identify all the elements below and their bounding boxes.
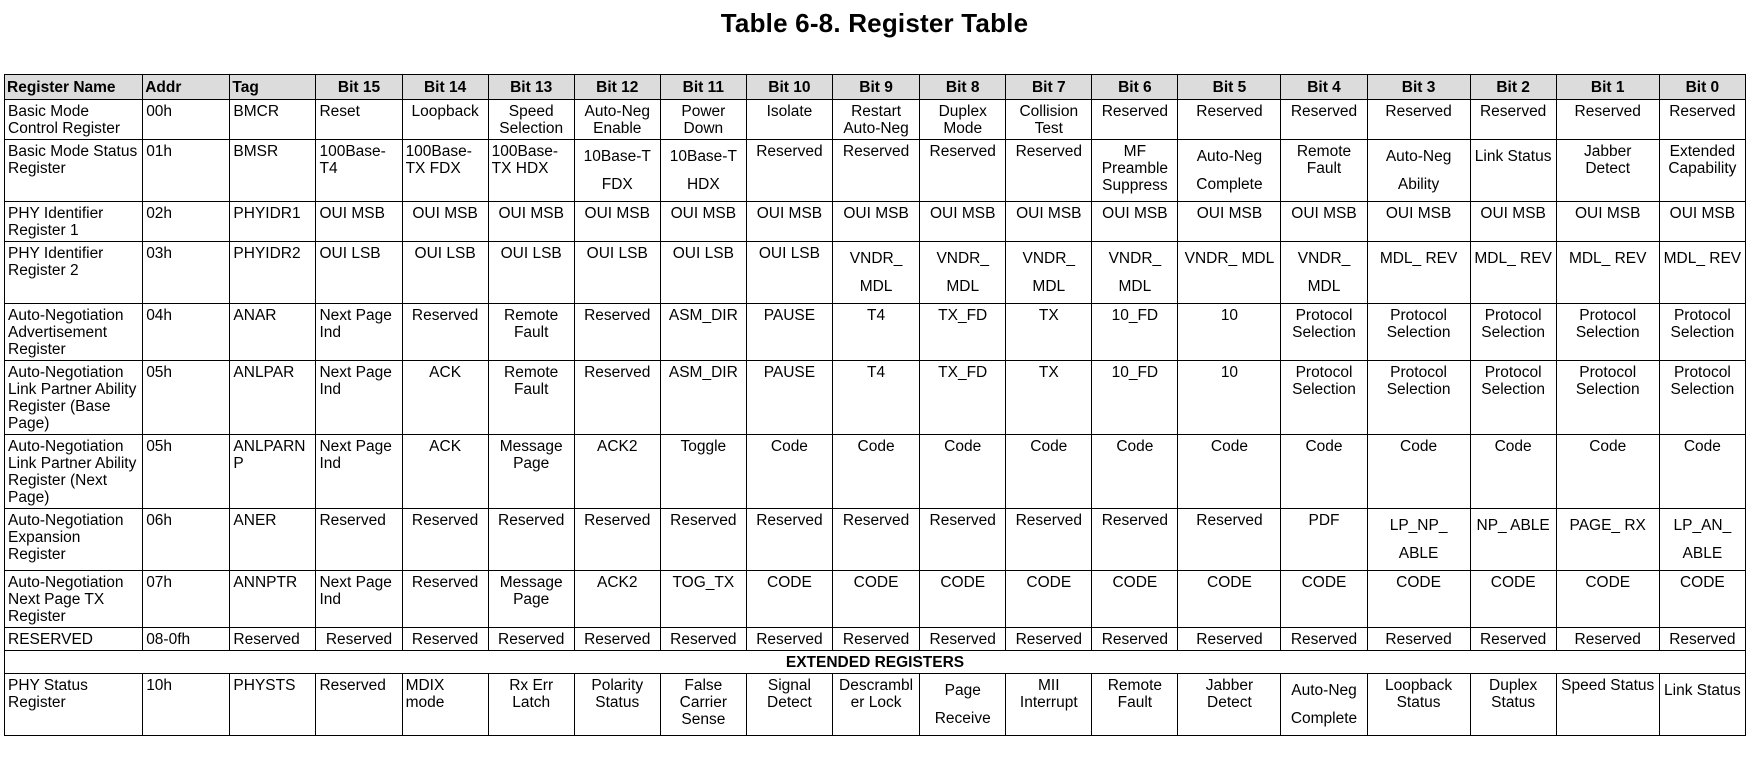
addr-cell: 01h xyxy=(143,140,230,202)
table-row xyxy=(5,628,1746,651)
bit-cell: Protocol Selection xyxy=(1470,304,1556,361)
bit-cell: Remote Fault xyxy=(488,361,574,435)
tag-cell: ANNPTR xyxy=(230,571,316,628)
bit-cell: Protocol Selection xyxy=(1659,361,1745,435)
bit-cell: CODE xyxy=(1178,571,1281,628)
tag-cell: Reserved xyxy=(230,628,316,651)
bit-cell: VNDR_ MDL xyxy=(1178,242,1281,304)
section-row xyxy=(5,651,1746,674)
bit-cell: TX xyxy=(1006,304,1092,361)
column-header: Bit 2 xyxy=(1470,75,1556,100)
bit-cell: Reserved xyxy=(1281,628,1367,651)
bit-cell: CODE xyxy=(1470,571,1556,628)
bit-cell: Message Page xyxy=(488,435,574,509)
bit-cell: TX xyxy=(1006,361,1092,435)
table-row xyxy=(5,361,1746,435)
bit-cell: Reserved xyxy=(1470,100,1556,140)
column-header: Register Name xyxy=(5,75,143,100)
bit-cell: 10Base-T FDX xyxy=(574,140,660,202)
column-header: Bit 7 xyxy=(1006,75,1092,100)
bit-cell: Reserved xyxy=(1092,509,1178,571)
bit-cell: MDL_ REV xyxy=(1659,242,1745,304)
bit-cell: Next Page Ind xyxy=(316,304,402,361)
bit-cell: Reserved xyxy=(1367,100,1470,140)
bit-cell: Reserved xyxy=(1006,140,1092,202)
bit-cell: Reserved xyxy=(316,628,402,651)
bit-cell: Descrambl er Lock xyxy=(832,674,919,736)
bit-cell: Reserved xyxy=(1281,100,1367,140)
bit-cell: Reserved xyxy=(574,509,660,571)
register-name-cell: PHY Identifier Register 1 xyxy=(5,202,143,242)
table-row xyxy=(5,100,1746,140)
register-name-cell: PHY Status Register xyxy=(5,674,143,736)
bit-cell: Message Page xyxy=(488,571,574,628)
bit-cell: VNDR_ MDL xyxy=(1092,242,1178,304)
bit-cell: TX_FD xyxy=(920,361,1006,435)
bit-cell: OUI MSB xyxy=(660,202,746,242)
bit-cell: OUI LSB xyxy=(488,242,574,304)
bit-cell: Reserved xyxy=(1178,509,1281,571)
bit-cell: Speed Status xyxy=(1556,674,1659,736)
bit-cell: Reserved xyxy=(402,571,488,628)
bit-cell: OUI MSB xyxy=(1470,202,1556,242)
bit-cell: PAUSE xyxy=(746,304,832,361)
bit-cell: 10Base-T HDX xyxy=(660,140,746,202)
addr-cell: 00h xyxy=(143,100,230,140)
tag-cell: BMCR xyxy=(230,100,316,140)
register-name-cell: Auto-Negotiation Advertisement Register xyxy=(5,304,143,361)
bit-cell: Reserved xyxy=(574,304,660,361)
column-header: Bit 12 xyxy=(574,75,660,100)
bit-cell: Reserved xyxy=(832,140,919,202)
addr-cell: 08-0fh xyxy=(143,628,230,651)
bit-cell: Auto-Neg Complete xyxy=(1281,674,1367,736)
bit-cell: Reserved xyxy=(1178,100,1281,140)
column-header: Bit 5 xyxy=(1178,75,1281,100)
bit-cell: 100Base-T4 xyxy=(316,140,402,202)
bit-cell: Code xyxy=(746,435,832,509)
bit-cell: OUI LSB xyxy=(746,242,832,304)
bit-cell: Reserved xyxy=(746,140,832,202)
bit-cell: CODE xyxy=(1556,571,1659,628)
bit-cell: Reserved xyxy=(832,628,919,651)
bit-cell: MDL_ REV xyxy=(1470,242,1556,304)
bit-cell: Reserved xyxy=(746,628,832,651)
bit-cell: Next Page Ind xyxy=(316,571,402,628)
bit-cell: Code xyxy=(1281,435,1367,509)
bit-cell: Rx Err Latch xyxy=(488,674,574,736)
table-body xyxy=(5,100,1746,736)
register-name-cell: RESERVED xyxy=(5,628,143,651)
bit-cell: OUI MSB xyxy=(402,202,488,242)
column-header: Bit 9 xyxy=(832,75,919,100)
bit-cell: Reset xyxy=(316,100,402,140)
bit-cell: Reserved xyxy=(660,628,746,651)
bit-cell: OUI MSB xyxy=(316,202,402,242)
bit-cell: Auto-Neg Enable xyxy=(574,100,660,140)
addr-cell: 07h xyxy=(143,571,230,628)
bit-cell: 10 xyxy=(1178,361,1281,435)
table-row xyxy=(5,140,1746,202)
bit-cell: CODE xyxy=(1367,571,1470,628)
bit-cell: Reserved xyxy=(1006,509,1092,571)
table-row xyxy=(5,571,1746,628)
bit-cell: T4 xyxy=(832,361,919,435)
addr-cell: 10h xyxy=(143,674,230,736)
bit-cell: Toggle xyxy=(660,435,746,509)
bit-cell: ACK2 xyxy=(574,435,660,509)
column-header: Bit 0 xyxy=(1659,75,1745,100)
bit-cell: ASM_DIR xyxy=(660,361,746,435)
addr-cell: 05h xyxy=(143,361,230,435)
bit-cell: ACK2 xyxy=(574,571,660,628)
tag-cell: PHYSTS xyxy=(230,674,316,736)
bit-cell: Code xyxy=(1092,435,1178,509)
column-header: Bit 6 xyxy=(1092,75,1178,100)
column-header: Bit 4 xyxy=(1281,75,1367,100)
bit-cell: Reserved xyxy=(488,509,574,571)
bit-cell: LP_AN_ ABLE xyxy=(1659,509,1745,571)
bit-cell: ACK xyxy=(402,435,488,509)
addr-cell: 06h xyxy=(143,509,230,571)
bit-cell: Reserved xyxy=(402,509,488,571)
bit-cell: Reserved xyxy=(746,509,832,571)
bit-cell: OUI MSB xyxy=(1659,202,1745,242)
bit-cell: OUI MSB xyxy=(1367,202,1470,242)
bit-cell: Next Page Ind xyxy=(316,361,402,435)
bit-cell: Code xyxy=(920,435,1006,509)
bit-cell: Collision Test xyxy=(1006,100,1092,140)
bit-cell: 10_FD xyxy=(1092,361,1178,435)
tag-cell: ANLPAR xyxy=(230,361,316,435)
bit-cell: Power Down xyxy=(660,100,746,140)
bit-cell: Reserved xyxy=(574,361,660,435)
tag-cell: ANER xyxy=(230,509,316,571)
bit-cell: Signal Detect xyxy=(746,674,832,736)
bit-cell: Extended Capability xyxy=(1659,140,1745,202)
table-row xyxy=(5,202,1746,242)
bit-cell: Reserved xyxy=(1178,628,1281,651)
bit-cell: OUI LSB xyxy=(660,242,746,304)
column-header: Tag xyxy=(230,75,316,100)
addr-cell: 04h xyxy=(143,304,230,361)
bit-cell: Reserved xyxy=(920,140,1006,202)
bit-cell: CODE xyxy=(1092,571,1178,628)
bit-cell: Loopback xyxy=(402,100,488,140)
bit-cell: VNDR_ MDL xyxy=(920,242,1006,304)
bit-cell: Reserved xyxy=(1367,628,1470,651)
bit-cell: Code xyxy=(1178,435,1281,509)
bit-cell: PAGE_ RX xyxy=(1556,509,1659,571)
bit-cell: Remote Fault xyxy=(1092,674,1178,736)
bit-cell: 10_FD xyxy=(1092,304,1178,361)
column-header: Addr xyxy=(143,75,230,100)
bit-cell: Reserved xyxy=(316,509,402,571)
bit-cell: Auto-Neg Complete xyxy=(1178,140,1281,202)
bit-cell: Reserved xyxy=(920,509,1006,571)
bit-cell: Protocol Selection xyxy=(1367,304,1470,361)
table-row xyxy=(5,304,1746,361)
bit-cell: OUI LSB xyxy=(574,242,660,304)
bit-cell: Restart Auto-Neg xyxy=(832,100,919,140)
bit-cell: 100Base-TX HDX xyxy=(488,140,574,202)
bit-cell: TOG_TX xyxy=(660,571,746,628)
bit-cell: Protocol Selection xyxy=(1281,361,1367,435)
section-heading: EXTENDED REGISTERS xyxy=(5,651,1746,674)
tag-cell: BMSR xyxy=(230,140,316,202)
bit-cell: Protocol Selection xyxy=(1281,304,1367,361)
bit-cell: Reserved xyxy=(1556,628,1659,651)
bit-cell: Reserved xyxy=(920,628,1006,651)
bit-cell: OUI MSB xyxy=(1178,202,1281,242)
bit-cell: Link Status xyxy=(1659,674,1745,736)
bit-cell: LP_NP_ ABLE xyxy=(1367,509,1470,571)
bit-cell: Protocol Selection xyxy=(1556,304,1659,361)
bit-cell: ACK xyxy=(402,361,488,435)
bit-cell: MF Preamble Suppress xyxy=(1092,140,1178,202)
bit-cell: OUI MSB xyxy=(574,202,660,242)
register-name-cell: Auto-Negotiation Link Partner Ability Register (Base Page) xyxy=(5,361,143,435)
bit-cell: Polarity Status xyxy=(574,674,660,736)
bit-cell: CODE xyxy=(1281,571,1367,628)
bit-cell: Reserved xyxy=(1006,628,1092,651)
bit-cell: Loopback Status xyxy=(1367,674,1470,736)
header-row xyxy=(5,75,1746,100)
column-header: Bit 1 xyxy=(1556,75,1659,100)
column-header: Bit 3 xyxy=(1367,75,1470,100)
column-header: Bit 8 xyxy=(920,75,1006,100)
tag-cell: PHYIDR2 xyxy=(230,242,316,304)
bit-cell: OUI MSB xyxy=(920,202,1006,242)
bit-cell: OUI MSB xyxy=(1281,202,1367,242)
bit-cell: VNDR_ MDL xyxy=(832,242,919,304)
bit-cell: Reserved xyxy=(402,304,488,361)
register-name-cell: PHY Identifier Register 2 xyxy=(5,242,143,304)
table-row xyxy=(5,435,1746,509)
bit-cell: VNDR_ MDL xyxy=(1006,242,1092,304)
register-name-cell: Basic Mode Status Register xyxy=(5,140,143,202)
bit-cell: Protocol Selection xyxy=(1556,361,1659,435)
bit-cell: OUI MSB xyxy=(1092,202,1178,242)
bit-cell: CODE xyxy=(1006,571,1092,628)
bit-cell: Remote Fault xyxy=(1281,140,1367,202)
table-title: Table 6-8. Register Table xyxy=(720,8,1029,38)
bit-cell: Jabber Detect xyxy=(1556,140,1659,202)
bit-cell: NP_ ABLE xyxy=(1470,509,1556,571)
bit-cell: Reserved xyxy=(402,628,488,651)
register-table xyxy=(4,74,1746,736)
bit-cell: Reserved xyxy=(1659,628,1745,651)
bit-cell: Reserved xyxy=(1470,628,1556,651)
bit-cell: Code xyxy=(1006,435,1092,509)
bit-cell: Reserved xyxy=(1092,628,1178,651)
addr-cell: 05h xyxy=(143,435,230,509)
bit-cell: Link Status xyxy=(1470,140,1556,202)
table-row xyxy=(5,509,1746,571)
register-name-cell: Auto-Negotiation Link Partner Ability Register (Next Page) xyxy=(5,435,143,509)
column-header: Bit 14 xyxy=(402,75,488,100)
tag-cell: ANLPARNP xyxy=(230,435,316,509)
table-row xyxy=(5,242,1746,304)
bit-cell: TX_FD xyxy=(920,304,1006,361)
bit-cell: Duplex Status xyxy=(1470,674,1556,736)
bit-cell: ASM_DIR xyxy=(660,304,746,361)
bit-cell: OUI MSB xyxy=(488,202,574,242)
bit-cell: Reserved xyxy=(1659,100,1745,140)
bit-cell: False Carrier Sense xyxy=(660,674,746,736)
bit-cell: PAUSE xyxy=(746,361,832,435)
bit-cell: OUI LSB xyxy=(316,242,402,304)
bit-cell: PDF xyxy=(1281,509,1367,571)
bit-cell: Reserved xyxy=(1556,100,1659,140)
bit-cell: Reserved xyxy=(488,628,574,651)
bit-cell: 10 xyxy=(1178,304,1281,361)
bit-cell: Protocol Selection xyxy=(1659,304,1745,361)
bit-cell: Code xyxy=(832,435,919,509)
bit-cell: MII Interrupt xyxy=(1006,674,1092,736)
bit-cell: Reserved xyxy=(574,628,660,651)
bit-cell: Speed Selection xyxy=(488,100,574,140)
bit-cell: MDL_ REV xyxy=(1367,242,1470,304)
bit-cell: OUI LSB xyxy=(402,242,488,304)
addr-cell: 02h xyxy=(143,202,230,242)
bit-cell: Reserved xyxy=(1092,100,1178,140)
tag-cell: PHYIDR1 xyxy=(230,202,316,242)
bit-cell: CODE xyxy=(920,571,1006,628)
bit-cell: T4 xyxy=(832,304,919,361)
bit-cell: OUI MSB xyxy=(1006,202,1092,242)
bit-cell: Next Page Ind xyxy=(316,435,402,509)
tag-cell: ANAR xyxy=(230,304,316,361)
table-row xyxy=(5,674,1746,736)
bit-cell: OUI MSB xyxy=(746,202,832,242)
bit-cell: Page Receive xyxy=(920,674,1006,736)
bit-cell: MDL_ REV xyxy=(1556,242,1659,304)
bit-cell: Code xyxy=(1470,435,1556,509)
bit-cell: Code xyxy=(1367,435,1470,509)
bit-cell: VNDR_ MDL xyxy=(1281,242,1367,304)
bit-cell: Code xyxy=(1659,435,1745,509)
bit-cell: Reserved xyxy=(832,509,919,571)
column-header: Bit 10 xyxy=(746,75,832,100)
bit-cell: Reserved xyxy=(316,674,402,736)
bit-cell: CODE xyxy=(1659,571,1745,628)
bit-cell: CODE xyxy=(832,571,919,628)
bit-cell: OUI MSB xyxy=(1556,202,1659,242)
bit-cell: OUI MSB xyxy=(832,202,919,242)
column-header: Bit 13 xyxy=(488,75,574,100)
bit-cell: Jabber Detect xyxy=(1178,674,1281,736)
bit-cell: Remote Fault xyxy=(488,304,574,361)
register-name-cell: Auto-Negotiation Expansion Register xyxy=(5,509,143,571)
column-header: Bit 11 xyxy=(660,75,746,100)
bit-cell: Protocol Selection xyxy=(1470,361,1556,435)
bit-cell: CODE xyxy=(746,571,832,628)
bit-cell: Duplex Mode xyxy=(920,100,1006,140)
bit-cell: Auto-Neg Ability xyxy=(1367,140,1470,202)
bit-cell: MDIX mode xyxy=(402,674,488,736)
bit-cell: Isolate xyxy=(746,100,832,140)
bit-cell: Protocol Selection xyxy=(1367,361,1470,435)
register-name-cell: Auto-Negotiation Next Page TX Register xyxy=(5,571,143,628)
column-header: Bit 15 xyxy=(316,75,402,100)
bit-cell: Reserved xyxy=(660,509,746,571)
addr-cell: 03h xyxy=(143,242,230,304)
register-name-cell: Basic Mode Control Register xyxy=(5,100,143,140)
bit-cell: Code xyxy=(1556,435,1659,509)
bit-cell: 100Base-TX FDX xyxy=(402,140,488,202)
